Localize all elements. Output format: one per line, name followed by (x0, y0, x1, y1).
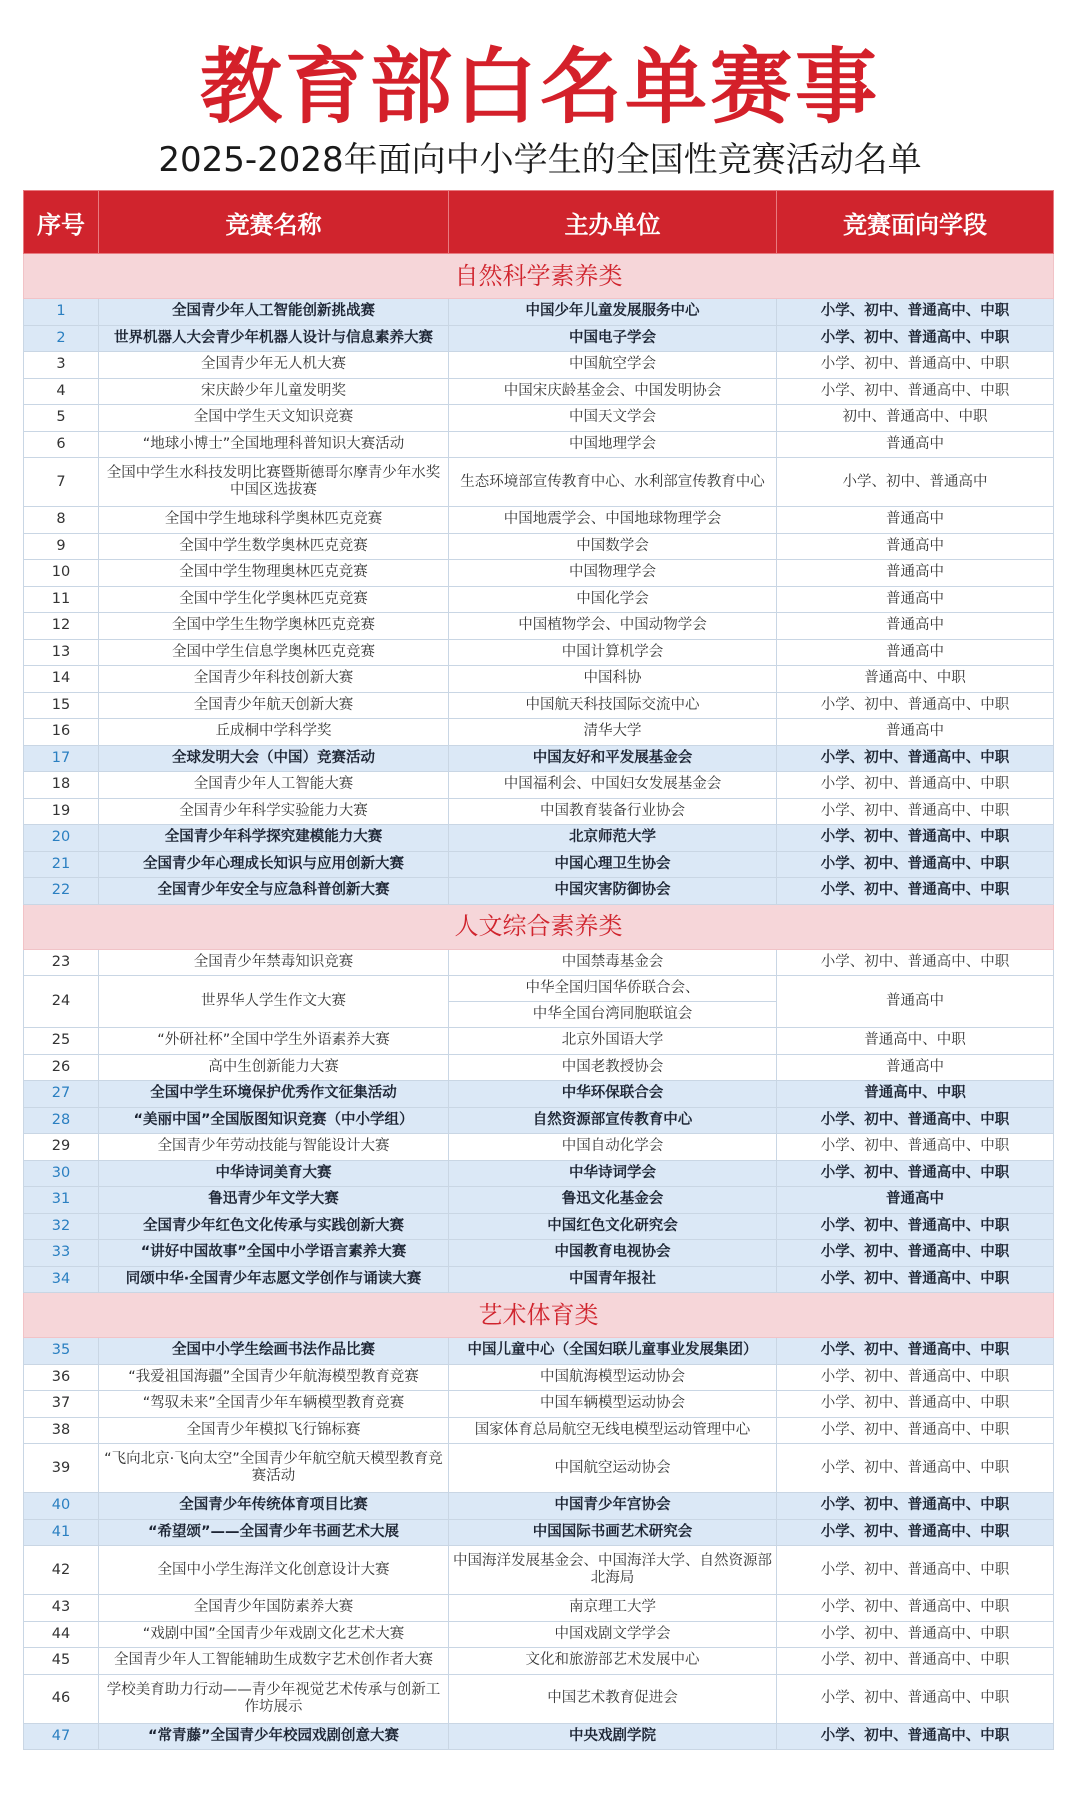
cell-org: 中国化学会 (449, 586, 777, 613)
cell-name: 全国中学生生物学奥林匹克竞赛 (99, 613, 449, 640)
cell-name: 全国中学生地球科学奥林匹克竞赛 (99, 507, 449, 534)
cell-org: 自然资源部宣传教育中心 (449, 1107, 777, 1134)
table-row (24, 1240, 1054, 1267)
cell-name: 全国青少年国防素养大赛 (99, 1595, 449, 1622)
table-row (24, 613, 1054, 640)
cell-seq: 10 (24, 560, 99, 587)
header-org: 主办单位 (449, 191, 777, 254)
cell-name: 全国青少年劳动技能与智能设计大赛 (99, 1134, 449, 1161)
cell-seq: 32 (24, 1213, 99, 1240)
cell-org: 中国青年报社 (449, 1266, 777, 1293)
cell-seq: 18 (24, 772, 99, 799)
cell-seq: 45 (24, 1648, 99, 1675)
table-row (24, 666, 1054, 693)
header-name: 竞赛名称 (99, 191, 449, 254)
category-title: 人文综合素养类 (24, 904, 1054, 949)
cell-seq: 41 (24, 1519, 99, 1546)
cell-name: 全国中学生天文知识竞赛 (99, 405, 449, 432)
cell-level: 普通高中 (777, 533, 1054, 560)
cell-level: 小学、初中、普通高中、中职 (777, 1266, 1054, 1293)
cell-seq: 42 (24, 1546, 99, 1595)
cell-seq: 15 (24, 692, 99, 719)
cell-level: 小学、初中、普通高中 (777, 458, 1054, 507)
cell-name: 全国青少年航天创新大赛 (99, 692, 449, 719)
cell-org: 北京师范大学 (449, 825, 777, 852)
cell-name: “常青藤”全国青少年校园戏剧创意大赛 (99, 1723, 449, 1750)
cell-name: 全国中小学生海洋文化创意设计大赛 (99, 1546, 449, 1595)
cell-name: “美丽中国”全国版图知识竞赛（中小学组） (99, 1107, 449, 1134)
cell-level: 普通高中 (777, 639, 1054, 666)
cell-org: 中国儿童中心（全国妇联儿童事业发展集团） (449, 1338, 777, 1365)
table-row (24, 976, 1054, 1028)
cell-org: 中华环保联合会 (449, 1081, 777, 1108)
cell-seq: 4 (24, 378, 99, 405)
cell-seq: 27 (24, 1081, 99, 1108)
cell-org: 中国灾害防御协会 (449, 878, 777, 905)
cell-level: 普通高中 (777, 431, 1054, 458)
cell-level: 小学、初中、普通高中、中职 (777, 378, 1054, 405)
cell-seq: 22 (24, 878, 99, 905)
table-row (24, 692, 1054, 719)
table-row (24, 798, 1054, 825)
cell-seq: 37 (24, 1391, 99, 1418)
cell-name: 全球发明大会（中国）竞赛活动 (99, 745, 449, 772)
cell-seq: 25 (24, 1028, 99, 1055)
table-row (24, 1134, 1054, 1161)
cell-level: 小学、初中、普通高中、中职 (777, 692, 1054, 719)
table-row (24, 1674, 1054, 1723)
page-title: 教育部白名单赛事 (199, 40, 880, 135)
table-row (24, 1391, 1054, 1418)
header-seq: 序号 (24, 191, 99, 254)
cell-seq: 16 (24, 719, 99, 746)
table-row (24, 1648, 1054, 1675)
cell-level: 普通高中 (777, 613, 1054, 640)
cell-name: “地球小博士”全国地理科普知识大赛活动 (99, 431, 449, 458)
cell-level: 普通高中、中职 (777, 666, 1054, 693)
cell-name: 全国中学生信息学奥林匹克竞赛 (99, 639, 449, 666)
cell-level: 小学、初中、普通高中、中职 (777, 1723, 1054, 1750)
cell-level: 小学、初中、普通高中、中职 (777, 825, 1054, 852)
table-row (24, 1444, 1054, 1493)
cell-org: 中国福利会、中国妇女发展基金会 (449, 772, 777, 799)
cell-level: 普通高中、中职 (777, 1081, 1054, 1108)
cell-org: 中国老教授协会 (449, 1054, 777, 1081)
cell-org (449, 976, 777, 1028)
cell-seq: 6 (24, 431, 99, 458)
cell-seq: 1 (24, 299, 99, 326)
table-row (24, 458, 1054, 507)
cell-level: 小学、初中、普通高中、中职 (777, 1621, 1054, 1648)
cell-org: 中央戏剧学院 (449, 1723, 777, 1750)
cell-seq: 20 (24, 825, 99, 852)
table-row (24, 1266, 1054, 1293)
cell-level: 小学、初中、普通高中、中职 (777, 772, 1054, 799)
cell-org: 中国红色文化研究会 (449, 1213, 777, 1240)
cell-level: 小学、初中、普通高中、中职 (777, 1391, 1054, 1418)
cell-name: 中华诗词美育大赛 (99, 1160, 449, 1187)
cell-org: 中国航空学会 (449, 352, 777, 379)
cell-seq: 9 (24, 533, 99, 560)
cell-name: “驾驭未来”全国青少年车辆模型教育竞赛 (99, 1391, 449, 1418)
cell-seq: 40 (24, 1493, 99, 1520)
cell-org: 国家体育总局航空无线电模型运动管理中心 (449, 1417, 777, 1444)
table-body (24, 254, 1054, 1750)
cell-seq: 5 (24, 405, 99, 432)
cell-name: 全国中学生环境保护优秀作文征集活动 (99, 1081, 449, 1108)
cell-org: 中国物理学会 (449, 560, 777, 587)
cell-level: 初中、普通高中、中职 (777, 405, 1054, 432)
cell-name: 全国中学生化学奥林匹克竞赛 (99, 586, 449, 613)
cell-seq: 24 (24, 976, 99, 1028)
cell-name: 全国中学生数学奥林匹克竞赛 (99, 533, 449, 560)
cell-seq: 39 (24, 1444, 99, 1493)
table-row (24, 507, 1054, 534)
cell-org-line: 中华全国归国华侨联合会、 (449, 976, 776, 1002)
cell-seq: 46 (24, 1674, 99, 1723)
cell-name: 全国青少年安全与应急科普创新大赛 (99, 878, 449, 905)
cell-org: 中国植物学会、中国动物学会 (449, 613, 777, 640)
cell-org-line: 中华全国台湾同胞联谊会 (532, 1006, 693, 1022)
cell-name: 全国中小学生绘画书法作品比赛 (99, 1338, 449, 1365)
cell-level: 普通高中 (777, 507, 1054, 534)
cell-name: 全国青少年传统体育项目比赛 (99, 1493, 449, 1520)
table-row (24, 586, 1054, 613)
cell-name: “我爱祖国海疆”全国青少年航海模型教育竞赛 (99, 1364, 449, 1391)
cell-org: 中国戏剧文学学会 (449, 1621, 777, 1648)
table-row (24, 719, 1054, 746)
table-row (24, 325, 1054, 352)
cell-seq: 29 (24, 1134, 99, 1161)
table-row (24, 405, 1054, 432)
cell-org: 中国友好和平发展基金会 (449, 745, 777, 772)
cell-level: 小学、初中、普通高中、中职 (777, 1648, 1054, 1675)
cell-name: 丘成桐中学科学奖 (99, 719, 449, 746)
cell-org: 中国计算机学会 (449, 639, 777, 666)
cell-seq: 47 (24, 1723, 99, 1750)
cell-name: 全国青少年无人机大赛 (99, 352, 449, 379)
cell-seq: 38 (24, 1417, 99, 1444)
table-row (24, 825, 1054, 852)
table-row (24, 1338, 1054, 1365)
cell-seq: 43 (24, 1595, 99, 1622)
cell-level: 小学、初中、普通高中、中职 (777, 1338, 1054, 1365)
cell-level: 小学、初中、普通高中、中职 (777, 1160, 1054, 1187)
cell-seq: 44 (24, 1621, 99, 1648)
cell-level: 普通高中 (777, 586, 1054, 613)
cell-org: 清华大学 (449, 719, 777, 746)
cell-org: 中国地震学会、中国地球物理学会 (449, 507, 777, 534)
cell-org: 生态环境部宣传教育中心、水利部宣传教育中心 (449, 458, 777, 507)
cell-level: 普通高中 (777, 560, 1054, 587)
cell-org: 中国教育电视协会 (449, 1240, 777, 1267)
table-row (24, 1107, 1054, 1134)
table-row (24, 560, 1054, 587)
cell-org: 中国航空运动协会 (449, 1444, 777, 1493)
cell-name: 全国青少年红色文化传承与实践创新大赛 (99, 1213, 449, 1240)
table-header-row (24, 191, 1054, 254)
page-subtitle: 2025-2028年面向中小学生的全国性竞赛活动名单 (158, 140, 922, 180)
cell-org: 中国心理卫生协会 (449, 851, 777, 878)
table-row (24, 1723, 1054, 1750)
table-row (24, 1621, 1054, 1648)
cell-seq: 26 (24, 1054, 99, 1081)
category-title: 艺术体育类 (24, 1293, 1054, 1338)
cell-name: 同颂中华·全国青少年志愿文学创作与诵读大赛 (99, 1266, 449, 1293)
cell-org: 北京外国语大学 (449, 1028, 777, 1055)
cell-seq: 11 (24, 586, 99, 613)
cell-name: 全国中学生物理奥林匹克竞赛 (99, 560, 449, 587)
cell-level: 小学、初中、普通高中、中职 (777, 1674, 1054, 1723)
cell-org: 中国电子学会 (449, 325, 777, 352)
table-row (24, 1493, 1054, 1520)
cell-name: “外研社杯”全国中学生外语素养大赛 (99, 1028, 449, 1055)
cell-org: 中华诗词学会 (449, 1160, 777, 1187)
cell-seq: 19 (24, 798, 99, 825)
cell-name: 全国青少年人工智能辅助生成数字艺术创作者大赛 (99, 1648, 449, 1675)
cell-seq: 36 (24, 1364, 99, 1391)
table-row (24, 949, 1054, 976)
cell-name: 鲁迅青少年文学大赛 (99, 1187, 449, 1214)
cell-level: 小学、初中、普通高中、中职 (777, 1107, 1054, 1134)
cell-seq: 12 (24, 613, 99, 640)
cell-level: 小学、初中、普通高中、中职 (777, 745, 1054, 772)
cell-level: 小学、初中、普通高中、中职 (777, 798, 1054, 825)
cell-name: “戏剧中国”全国青少年戏剧文化艺术大赛 (99, 1621, 449, 1648)
cell-level: 小学、初中、普通高中、中职 (777, 1493, 1054, 1520)
cell-level: 小学、初中、普通高中、中职 (777, 878, 1054, 905)
cell-org: 中国地理学会 (449, 431, 777, 458)
cell-org: 文化和旅游部艺术发展中心 (449, 1648, 777, 1675)
cell-level: 普通高中 (777, 1187, 1054, 1214)
cell-org: 中国海洋发展基金会、中国海洋大学、自然资源部北海局 (449, 1546, 777, 1595)
cell-level: 小学、初中、普通高中、中职 (777, 851, 1054, 878)
cell-seq: 34 (24, 1266, 99, 1293)
cell-level: 小学、初中、普通高中、中职 (777, 1444, 1054, 1493)
category-row (24, 904, 1054, 949)
cell-org: 中国科协 (449, 666, 777, 693)
cell-name: 全国青少年模拟飞行锦标赛 (99, 1417, 449, 1444)
cell-level: 小学、初中、普通高中、中职 (777, 1595, 1054, 1622)
cell-level: 小学、初中、普通高中、中职 (777, 325, 1054, 352)
cell-name: 世界华人学生作文大赛 (99, 976, 449, 1028)
category-row (24, 1293, 1054, 1338)
cell-level: 普通高中 (777, 976, 1054, 1028)
table-row (24, 1160, 1054, 1187)
table-row (24, 639, 1054, 666)
cell-level: 小学、初中、普通高中、中职 (777, 1240, 1054, 1267)
cell-seq: 31 (24, 1187, 99, 1214)
table-row (24, 1546, 1054, 1595)
table-row (24, 851, 1054, 878)
cell-org: 中国航海模型运动协会 (449, 1364, 777, 1391)
cell-name: 全国青少年科学实验能力大赛 (99, 798, 449, 825)
cell-seq: 28 (24, 1107, 99, 1134)
table-row (24, 533, 1054, 560)
cell-org: 南京理工大学 (449, 1595, 777, 1622)
table-row (24, 1213, 1054, 1240)
cell-seq: 3 (24, 352, 99, 379)
cell-level: 小学、初中、普通高中、中职 (777, 1213, 1054, 1240)
cell-org: 中国车辆模型运动协会 (449, 1391, 777, 1418)
cell-seq: 30 (24, 1160, 99, 1187)
cell-level: 小学、初中、普通高中、中职 (777, 352, 1054, 379)
cell-level: 普通高中、中职 (777, 1028, 1054, 1055)
table-row (24, 378, 1054, 405)
cell-name: “飞向北京·飞向太空”全国青少年航空航天模型教育竞赛活动 (99, 1444, 449, 1493)
cell-seq: 13 (24, 639, 99, 666)
cell-name: 全国中学生水科技发明比赛暨斯德哥尔摩青少年水奖中国区选拔赛 (99, 458, 449, 507)
cell-seq: 7 (24, 458, 99, 507)
cell-org: 中国艺术教育促进会 (449, 1674, 777, 1723)
table-row (24, 431, 1054, 458)
table-row (24, 1054, 1054, 1081)
cell-name: 全国青少年人工智能大赛 (99, 772, 449, 799)
cell-level: 普通高中 (777, 719, 1054, 746)
cell-org: 中国宋庆龄基金会、中国发明协会 (449, 378, 777, 405)
cell-org: 中国自动化学会 (449, 1134, 777, 1161)
header-level: 竞赛面向学段 (777, 191, 1054, 254)
table-row (24, 1028, 1054, 1055)
cell-seq: 21 (24, 851, 99, 878)
cell-level: 小学、初中、普通高中、中职 (777, 1546, 1054, 1595)
category-row (24, 254, 1054, 299)
table-row (24, 745, 1054, 772)
cell-name: 全国青少年科学探究建模能力大赛 (99, 825, 449, 852)
cell-level: 小学、初中、普通高中、中职 (777, 1417, 1054, 1444)
category-title: 自然科学素养类 (24, 254, 1054, 299)
table-row (24, 352, 1054, 379)
cell-name: 全国青少年人工智能创新挑战赛 (99, 299, 449, 326)
cell-seq: 23 (24, 949, 99, 976)
table-row (24, 1081, 1054, 1108)
table-row (24, 1417, 1054, 1444)
cell-seq: 35 (24, 1338, 99, 1365)
cell-name: 宋庆龄少年儿童发明奖 (99, 378, 449, 405)
cell-name: 学校美育助力行动——青少年视觉艺术传承与创新工作坊展示 (99, 1674, 449, 1723)
cell-level: 小学、初中、普通高中、中职 (777, 299, 1054, 326)
table-row (24, 1187, 1054, 1214)
cell-org: 中国青少年宫协会 (449, 1493, 777, 1520)
cell-org: 中国数学会 (449, 533, 777, 560)
cell-org: 鲁迅文化基金会 (449, 1187, 777, 1214)
table-row (24, 1364, 1054, 1391)
cell-name: 世界机器人大会青少年机器人设计与信息素养大赛 (99, 325, 449, 352)
table-row (24, 1595, 1054, 1622)
cell-seq: 33 (24, 1240, 99, 1267)
cell-level: 小学、初中、普通高中、中职 (777, 949, 1054, 976)
cell-name: “讲好中国故事”全国中小学语言素养大赛 (99, 1240, 449, 1267)
cell-org: 中国教育装备行业协会 (449, 798, 777, 825)
cell-org: 中国天文学会 (449, 405, 777, 432)
cell-seq: 14 (24, 666, 99, 693)
table-row (24, 772, 1054, 799)
table-row (24, 299, 1054, 326)
cell-level: 小学、初中、普通高中、中职 (777, 1134, 1054, 1161)
cell-name: 全国青少年禁毒知识竞赛 (99, 949, 449, 976)
cell-name: 全国青少年心理成长知识与应用创新大赛 (99, 851, 449, 878)
cell-org: 中国少年儿童发展服务中心 (449, 299, 777, 326)
cell-level: 小学、初中、普通高中、中职 (777, 1519, 1054, 1546)
cell-level: 小学、初中、普通高中、中职 (777, 1364, 1054, 1391)
cell-seq: 2 (24, 325, 99, 352)
cell-name: “希望颂”——全国青少年书画艺术大展 (99, 1519, 449, 1546)
cell-org: 中国禁毒基金会 (449, 949, 777, 976)
cell-name: 全国青少年科技创新大赛 (99, 666, 449, 693)
table-row (24, 878, 1054, 905)
competition-table (23, 190, 1054, 1750)
cell-seq: 8 (24, 507, 99, 534)
cell-org: 中国国际书画艺术研究会 (449, 1519, 777, 1546)
cell-name: 高中生创新能力大赛 (99, 1054, 449, 1081)
cell-seq: 17 (24, 745, 99, 772)
cell-org: 中国航天科技国际交流中心 (449, 692, 777, 719)
cell-level: 普通高中 (777, 1054, 1054, 1081)
table-row (24, 1519, 1054, 1546)
